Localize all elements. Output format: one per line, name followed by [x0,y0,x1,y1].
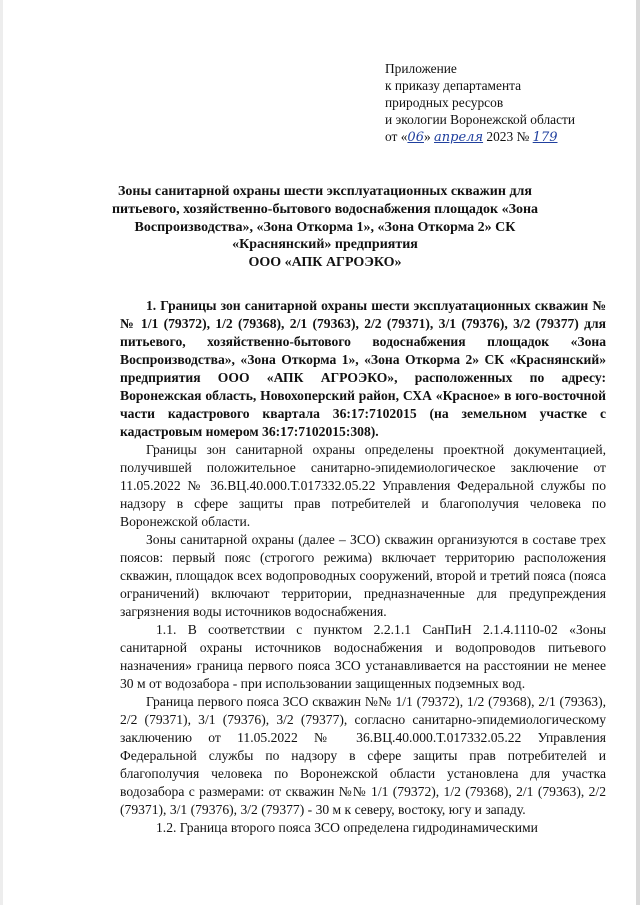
title-line-1: Зоны санитарной охраны шести эксплуатационных скважин для [118,184,532,199]
scan-right-edge [636,0,640,905]
year-text: 2023 № [483,129,533,144]
title-line-5: ООО «АПК АГРОЭКО» [248,255,402,271]
paragraph-3: Зоны санитарной охраны (далее – ЗСО) скважин организуются в составе трех поясов: первый пояс (строгого режима) включает территорию расположения скважин, площадок всех водопроводных сооружений, второй и третий пояса (пояса ограничений) включают территории, предназначенные для предупреждения загрязнения воды источников водоснабжения. [120,532,606,619]
paragraph-6: 1.2. Граница второго пояса ЗСО определена гидродинамическими [156,820,538,835]
handwritten-day: 06 [407,130,424,145]
title-line-4: «Краснянский» предприятия [232,237,418,253]
date-mid: » [423,129,431,144]
handwritten-month: апреля [434,130,484,145]
paragraph-2: Границы зон санитарной охраны определены проектной документацией, получившей положительное санитарно-эпидемиологическое заключение от 11.05.2022 № 36.ВЦ.40.000.Т.017332.05.22 Управления Федеральной службы по надзору в сфере защиты прав потребителей и благополучия человека по Воронежской области. [120,442,606,529]
document-title [80,183,570,272]
paragraph-5: Граница первого пояса ЗСО скважин №№ 1/1 (79372), 1/2 (79368), 2/1 (79363), 2/2 (79371), 3/1 (79376), 3/2 (79377), согласно санитарно-эпидемиологическому заключению от 11.05.2022 № 36.ВЦ.40.000.Т.017332.05.22 Управления Федеральной службы по надзору в сфере защиты прав потребителей и благополучия человека по Воронежской области установлена для участка водозабора с размерами: от скважин №№ 1/1 (79372), 1/2 (79368), 2/1 (79363), 2/2 (79371), 3/1 (79376), 3/2 (79377) - 30 м к северу, востоку, югу и западу. [120,694,606,817]
appendix-line-1: Приложение [385,61,457,76]
date-prefix: от « [385,129,408,144]
appendix-header [385,60,575,146]
appendix-line-2: к приказу департамента [385,78,522,93]
appendix-line-4: и экологии Воронежской области [385,112,576,127]
scan-left-edge [0,0,3,905]
paragraph-1: 1. Границы зон санитарной охраны шести эксплуатационных скважин №№ 1/1 (79372), 1/2 (79368), 2/1 (79363), 2/2 (79371), 3/1 (79376), 3/2 (79377) для питьевого, хозяйственно-бытового водоснабжения площадок «Зона Воспроизводства», «Зона Откорма 1», «Зона Откорма 2» СК «Краснянский» предприятия ООО «АПК АГРОЭКО», расположенных по адресу: Воронежская область, Новохоперский район, СХА «Красное» в юго-восточной части кадастрового квартала 36:17:7102015 (на земельном участке с кадастровым номером 36:17:7102015:308). [120,298,606,439]
title-line-2: питьевого, хозяйственно-бытового водоснабжения площадок «Зона [111,201,539,217]
document-body [120,297,606,837]
appendix-line-3: природных ресурсов [385,95,504,110]
paragraph-4: 1.1. В соответствии с пунктом 2.2.1.1 СанПиН 2.1.4.1110-02 «Зоны санитарной охраны источников водоснабжения и водопроводов питьевого назначения» граница первого пояса ЗСО устанавливается на расстоянии не менее 30 м от водозабора - при использовании защищенных подземных вод. [120,622,606,691]
title-line-3: Воспроизводства», «Зона Откорма 1», «Зона Откорма 2» СК [134,219,516,235]
handwritten-number: 179 [532,130,558,145]
appendix-date-line [385,128,575,146]
